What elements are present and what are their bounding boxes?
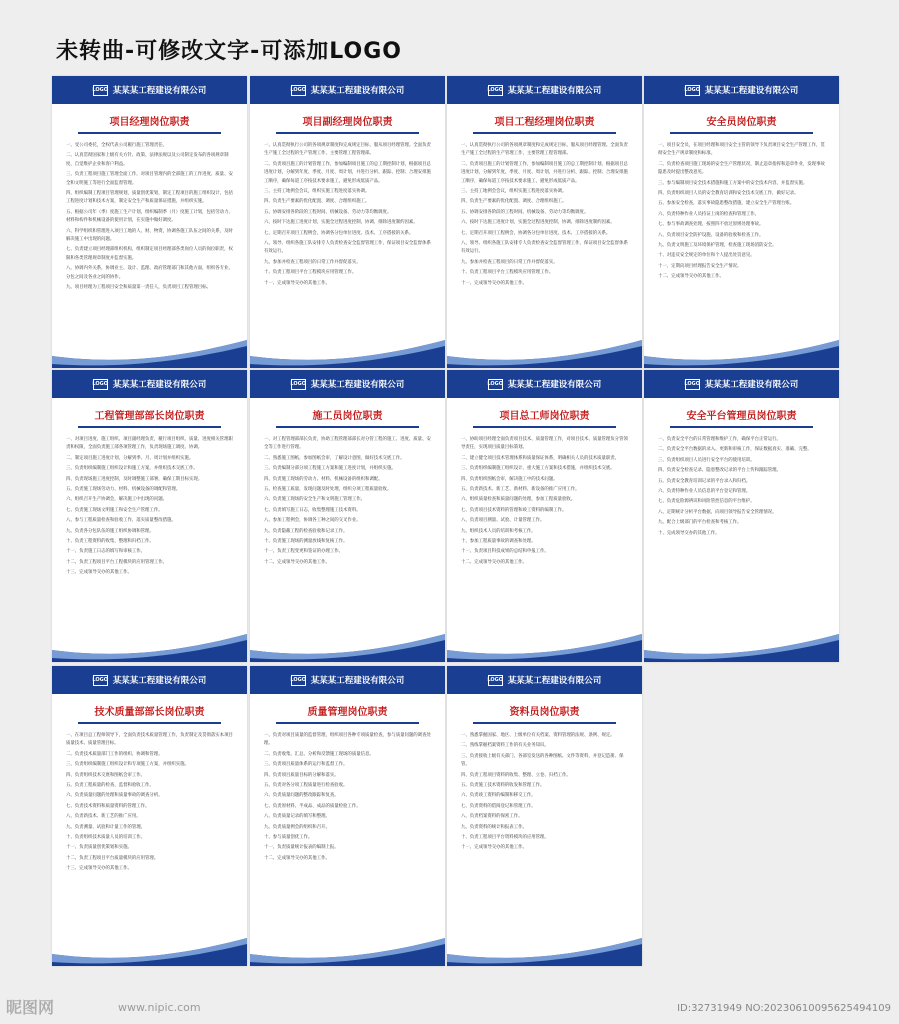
duty-item: 三、负责组织编制施工组织设计和专项施工方案，并组织实施。: [66, 762, 189, 768]
board-title: 项目总工师岗位职责: [499, 411, 590, 422]
duty-item: 六、按时下达施工进度计划，实施全过程进度控制，协调、排除进度制约因素。: [461, 220, 615, 226]
duty-item: 二、负责项目施工的计划管理工作，参加编制项目施工的总工期控制计划，根据项目总进度计划，分解到年度、季度、月度、周计划，并进行分析、跟踪、控制；合理安排施工顺序，确保每道工序按技术要求施工，避免形成低质产品。: [461, 161, 628, 184]
duty-item: 十、参加工程质量事故的调查和处理。: [461, 539, 536, 545]
duty-item: 五、负责施工现场劳动力、材料、机械设备的调配和管理。: [66, 487, 181, 493]
duty-item: 八、负责项目安全防护设施、设备的验收和检查工作。: [658, 232, 764, 238]
duty-item: 八、参与工程质量检查和验收工作，落实质量整改措施。: [66, 518, 176, 524]
duty-item: 六、负责质量问题的处理和质量事故的调查分析。: [66, 793, 163, 799]
duty-item: 三、主持工地例会会议，组织实施工程进度落实协调。: [264, 189, 370, 195]
duty-item: 六、组织质量检查和质量问题的处理，参加工程质量验收。: [461, 497, 576, 503]
duty-item: 九、负责测量、试验和计量工作的管理。: [66, 824, 146, 830]
company-name: 某某某工程建设有限公司: [112, 676, 207, 686]
duty-item: 三、参与编制项目安全技术措施和施工方案中的安全技术内容，并监督实施。: [658, 180, 808, 186]
duty-item: 一、认真贯彻执行公司的各项规章制度和完成规定目标，服从项目经理管理。全面负责生产施工全过程的生产管理工作，主要管理工程管理部。: [264, 143, 431, 157]
duty-item: 二、熟练掌握档案资料工作的有关业务知识。: [461, 743, 549, 749]
duty-item: 九、参加并检查工程项目的日常工作并督促落实。: [264, 259, 361, 265]
duty-item: 一、项目安全员，在项目经理和项目安全主管的领导下负责项目安全生产管理工作，贯彻安全生产规章制度和标准。: [658, 143, 825, 157]
duty-item: 十二、负责工程项目平台工程模块的应用管理工作。: [66, 559, 167, 565]
board-header: [52, 666, 247, 694]
duty-item: 三、负责编制分部分项工程施工方案和施工进度计划，并组织实施。: [264, 466, 396, 472]
duty-item: 十、负责工程项目平台资料模块的应用管理。: [461, 835, 549, 841]
duty-item: 五、协调安排各阶段的工程时间、机械设备、劳动力等均衡调度。: [264, 209, 392, 215]
duty-item: 三、主持工地例会会议，组织实施工程进度落实协调。: [461, 189, 567, 195]
duty-item: 十、完成领导交办的其他工作。: [658, 530, 720, 536]
duty-item: 七、负责项目技术资料的管理和竣工资料的编制工作。: [461, 507, 567, 513]
duty-item: 四、负责现场施工进度控制，及时调整施工部署，确保工期目标实现。: [66, 476, 203, 482]
title-underline: [473, 722, 616, 724]
wave-footer: [644, 628, 839, 662]
wave-footer: [52, 932, 247, 966]
duty-item: 五、负责新技术、新工艺、新材料、新设备的推广应用工作。: [461, 487, 580, 493]
wave-footer: [52, 628, 247, 662]
duty-item: 三、负责组织项目人员进行安全平台的使用培训。: [658, 457, 755, 463]
duty-list: [52, 142, 247, 293]
duty-item: 三、负责接收上级有关部门、各部室发送的各种图纸、文件等资料，并登记造册、保管。: [461, 753, 624, 768]
board-title: 安全员岗位职责: [706, 117, 777, 128]
company-logo-icon: LOGO: [93, 85, 108, 96]
wave-footer: [447, 334, 642, 368]
duty-item: 七、负责危险源辨识和风险管控信息的平台维护。: [658, 499, 755, 505]
duty-item: 三、负责组织编制施工组织设计和施工方案，并组织技术交底工作。: [66, 466, 198, 472]
company-name: 某某某工程建设有限公司: [310, 380, 405, 390]
duty-item: 六、科学组织和管理进入项目工地的人、财、物资，协调各施工队伍之间的关系，及时解决施工中出现的问题。: [66, 228, 233, 243]
duty-item: 二、负责项目施工的计划管理工作，参加编制项目施工的总工期控制计划，根据项目总进度计划，分解到年度、季度、月度、周计划，并进行分析、跟踪、控制；合理安排施工顺序，确保每道工序按技术要求施工，避免形成低质产品。: [264, 161, 431, 184]
board-header: [250, 76, 445, 104]
duty-item: 十、负责工程资料的收集、整理和归档工作。: [66, 539, 154, 545]
duty-item: 十二、完成领导交办的其他工作。: [461, 559, 527, 565]
duty-item: 五、根据公司年（季）度施工生产计划，组织编制季（月）度施工计划，包括劳动力、材料和构件和机械设备的使用计划，在实施中做好调度。: [66, 209, 233, 224]
duty-item: 八、领导、组织各施工队安排专人负责检查安全监督管理工作，保证项目安全监督体系有效运行。: [461, 241, 628, 255]
duty-list: [644, 142, 839, 282]
duty-item: 一、对工程管理部部长负责，协助工程管理部部长对分管工程的施工、进度、质量、安全等工作进行管理。: [264, 437, 431, 451]
company-name: 某某某工程建设有限公司: [507, 86, 602, 96]
duty-item: 四、负责工程项目资料的收集、整理、立卷、归档工作。: [461, 772, 571, 778]
wave-footer: [644, 334, 839, 368]
duty-item: 五、负责工程质量的检查、监督和验收工作。: [66, 783, 154, 789]
board-title: 资料员岗位职责: [509, 707, 580, 718]
responsibility-board: [447, 666, 642, 966]
title-underline: [473, 132, 616, 134]
duty-item: 七、参与事故调查处理，按照四不放过原则处理事故。: [658, 222, 764, 228]
company-logo-icon: LOGO: [291, 85, 306, 96]
duty-list: [447, 732, 642, 853]
duty-item: 十二、完成领导交办的其他工作。: [658, 274, 724, 280]
responsibility-board: [52, 76, 247, 368]
company-logo-icon: LOGO: [488, 379, 503, 390]
duty-item: 一、熟悉掌握国家、地区、上级单位有关档案、资料管理的法规、条例、规定。: [461, 733, 615, 738]
duty-item: 十一、完成领导交办的其他工作。: [264, 280, 330, 286]
duty-item: 八、负责质量记录的填写和整理。: [264, 814, 330, 820]
duty-item: 十三、完成领导交办的其他工作。: [66, 866, 132, 872]
duty-list: [250, 436, 445, 567]
duty-list: [447, 142, 642, 288]
company-logo-icon: LOGO: [93, 379, 108, 390]
board-title: 项目副经理岗位职责: [302, 117, 393, 128]
board-header: [644, 370, 839, 398]
wave-footer: [447, 932, 642, 966]
duty-item: 四、负责生产要素的优化配置、调度、合理组织施工。: [264, 199, 370, 205]
duty-item: 四、负责施工现场的劳动力、材料、机械设备的组织和调配。: [264, 476, 383, 482]
responsibility-board: [447, 370, 642, 662]
duty-list: [52, 436, 247, 578]
board-header: [447, 76, 642, 104]
duty-item: 一、在项目总工程师领导下，全面负责技术质量管理工作，负责制定及贯彻落实本项目质量技术、质量管理目标。: [66, 733, 233, 747]
duty-item: 三、负责组织编制施工组织设计、重大施工方案和技术措施，并组织技术交底。: [461, 466, 615, 472]
duty-item: 十二、完成领导交办的其他工作。: [264, 559, 330, 565]
duty-item: 九、参加并检查工程项目的日常工作并督促落实。: [461, 259, 558, 265]
duty-item: 八、定期统计分析平台数据，向项目领导报告安全管理情况。: [658, 509, 777, 515]
wave-footer: [250, 334, 445, 368]
duty-item: 六、负责施工现场的安全生产和文明施工管理工作。: [264, 497, 365, 503]
duty-item: 九、负责资料的统计和报表工作。: [461, 824, 527, 830]
duty-item: 八、负责档案资料的保密工作。: [461, 814, 523, 820]
duty-item: 七、负责填写施工日志，收集整理施工技术资料。: [264, 507, 361, 513]
responsibility-board: [52, 666, 247, 966]
duty-item: 五、负责对各分项工程质量进行检查验收。: [264, 783, 348, 789]
duty-item: 三、负责工程项目施工管理全面工作，对项目管理内的全部施工的工作进度、质量、安全和文明施工等进行全面监督管理。: [66, 172, 233, 186]
duty-item: 四、负责项目质量目标的分解和落实。: [264, 772, 339, 778]
duty-item: 一、协助项目经理全面负责项目技术、质量管理工作，对项目技术、质量管理负分管领导责任，实现项目质量目标策划。: [461, 437, 628, 451]
watermark-site: www.nipic.com: [118, 1001, 201, 1014]
company-logo-icon: LOGO: [685, 379, 700, 390]
title-underline: [276, 722, 419, 724]
duty-item: 六、按时下达施工进度计划，实施全过程进度控制，协调、排除进度制约因素。: [264, 220, 418, 226]
duty-item: 八、负责新技术、新工艺的推广应用。: [66, 814, 141, 820]
duty-item: 十一、负责施工日志的填写和审核工作。: [66, 549, 146, 555]
board-header: [52, 370, 247, 398]
company-name: 某某某工程建设有限公司: [112, 86, 207, 96]
duty-item: 二、认真贯彻国家和上级有关方针、政策、法律法规以及公司制定发布的各项规章制度，自觉维护企业和客户利益。: [66, 153, 229, 167]
duty-item: 二、负责安全平台数据的录入、更新和审核工作，保证数据真实、准确、完整。: [658, 447, 812, 453]
duty-item: 七、定期召开项目工程例会，协调各分包单位进度、技术、工序搭接的关系。: [264, 230, 414, 236]
duty-item: 九、配合上级部门的平台检查和考核工作。: [658, 520, 742, 526]
responsibility-board: [644, 370, 839, 662]
company-logo-icon: LOGO: [488, 675, 503, 686]
board-title: 项目经理岗位职责: [109, 117, 190, 128]
title-underline: [473, 426, 616, 428]
board-header: [644, 76, 839, 104]
duty-item: 十一、负责工程变更和签证的办理工作。: [264, 549, 344, 555]
responsibility-board: [250, 370, 445, 662]
duty-list: [644, 436, 839, 538]
responsibility-board: [250, 76, 445, 368]
duty-item: 十、负责施工现场的测量放线和复核工作。: [264, 539, 348, 545]
duty-list: [52, 732, 247, 874]
company-name: 某某某工程建设有限公司: [112, 380, 207, 390]
duty-item: 六、负责特种作业人员信息的平台登记和管理。: [658, 489, 751, 495]
company-logo-icon: LOGO: [488, 85, 503, 96]
wave-footer: [447, 628, 642, 662]
duty-item: 二、负责技术质量部门工作的组织、协调和管理。: [66, 751, 163, 757]
duty-item: 九、负责文明施工及环境保护管理，检查施工现场消防安全。: [658, 243, 777, 249]
duty-item: 十一、负责项目科技成果的总结和申报工作。: [461, 549, 549, 555]
duty-item: 十一、完成领导交办的其他工作。: [461, 280, 527, 286]
responsibility-board: [447, 76, 642, 368]
company-logo-icon: LOGO: [685, 85, 700, 96]
board-title: 项目工程经理岗位职责: [494, 117, 595, 128]
title-underline: [78, 132, 221, 134]
duty-item: 十二、负责工程项目平台质量模块的应用管理。: [66, 855, 159, 861]
board-title: 工程管理部部长岗位职责: [94, 411, 205, 422]
company-name: 某某某工程建设有限公司: [704, 86, 799, 96]
board-title: 施工员岗位职责: [312, 411, 383, 422]
duty-item: 八、领导、组织各施工队安排专人负责检查安全监督管理工作，保证项目安全监督体系有效运行。: [264, 241, 431, 255]
duty-item: 四、组织编制工程项目管理规划，质量创优策划，制定工程项目的施工组织设计，包括工程进度计划和技术方案，制定安全生产和质量保证措施，并组织实施。: [66, 191, 233, 205]
page-title: 未转曲-可修改文字-可添加LOGO: [56, 39, 402, 64]
board-header: [250, 666, 445, 694]
board-title: 安全平台管理员岗位职责: [686, 411, 797, 422]
title-underline: [276, 426, 419, 428]
duty-item: 十、负责工程项目平台工程模块应用管理工作。: [461, 270, 554, 276]
wave-footer: [250, 932, 445, 966]
wave-footer: [250, 628, 445, 662]
title-underline: [670, 132, 813, 134]
duty-item: 六、负责质量问题的整改跟踪和复查。: [264, 793, 339, 799]
board-header: [250, 370, 445, 398]
company-logo-icon: LOGO: [93, 675, 108, 686]
duty-list: [447, 436, 642, 567]
duty-item: 六、负责竣工资料的编制和移交工作。: [461, 793, 536, 799]
responsibility-board: [644, 76, 839, 368]
duty-list: [250, 142, 445, 288]
duty-item: 五、负责施工技术资料的收发和管理工作。: [461, 783, 545, 789]
duty-item: 七、负责资料的借阅登记和管理工作。: [461, 803, 536, 809]
title-underline: [78, 426, 221, 428]
duty-item: 九、项目经理为工程项目安全和质量第一责任人，负责项目工程管理目标。: [66, 285, 211, 291]
title-underline: [78, 722, 221, 724]
duty-item: 八、参加工程例会，协调各工种之间的交叉作业。: [264, 518, 361, 524]
duty-item: 四、负责生产要素的优化配置、调度、合理组织施工。: [461, 199, 567, 205]
board-header: [447, 370, 642, 398]
duty-item: 十、负责工程项目平台工程模块应用管理工作。: [264, 270, 357, 276]
duty-item: 七、负责施工现场文明施工和安全生产管理工作。: [66, 507, 163, 513]
duty-item: 六、负责特种作业人员持证上岗的检查和管理工作。: [658, 211, 759, 217]
title-underline: [276, 132, 419, 134]
company-name: 某某某工程建设有限公司: [704, 380, 799, 390]
board-title: 技术质量部部长岗位职责: [94, 707, 205, 718]
duty-item: 九、负责各分包队伍的施工组织协调和管理。: [66, 528, 154, 534]
duty-item: 十、对违反安全规定的单位和个人提出处罚意见。: [658, 253, 755, 259]
duty-item: 十、负责组织技术质量人员的培训工作。: [66, 835, 146, 841]
company-logo-icon: LOGO: [291, 379, 306, 390]
duty-item: 五、检查施工质量，发现问题及时处理，组织分项工程质量验收。: [264, 487, 392, 493]
title-underline: [670, 426, 813, 428]
duty-item: 四、负责组织项目人员的安全教育培训和安全技术交底工作，做好记录。: [658, 191, 799, 197]
duty-item: 二、负责检查项目施工现场的安全生产管理状况，制止违章指挥和违章作业，发现事故隐患及时提出整改意见。: [658, 161, 825, 176]
duty-item: 十二、完成领导交办的其他工作。: [264, 855, 330, 861]
duty-item: 七、负责原材料、半成品、成品的质量检验工作。: [264, 803, 361, 809]
board-header: [52, 76, 247, 104]
wave-footer: [52, 334, 247, 368]
duty-item: 一、对项目进度、施工组织、项目副经理负责，履行项目组织、质量、进度相关管理职责和权限，全面负责施工部各项管理工作，负责现场施工调度、协调。: [66, 437, 233, 451]
duty-item: 三、负责项目质量体系的运行和监督工作。: [264, 762, 348, 768]
company-name: 某某某工程建设有限公司: [310, 86, 405, 96]
duty-item: 一、受公司委托，全权代表公司履行施工管理责任。: [66, 143, 167, 148]
duty-item: 一、负责对项目质量的监督管理，组织项目各种专项质量检查，参与质量问题的调查处理。: [264, 733, 431, 747]
duty-item: 九、负责质量例会的组织和召开。: [264, 824, 330, 830]
duty-list: [250, 732, 445, 863]
duty-item: 十、参与质量创优工作。: [264, 835, 313, 841]
duty-item: 十一、负责质量统计报表的编制上报。: [264, 845, 339, 851]
duty-item: 七、负责建立项目经理部组织机构，组织制定项目经理部各类岗位人员的岗位职责，权限和各类管理规章制度并监督实施。: [66, 247, 233, 261]
duty-item: 九、负责隐蔽工程的检查验收和记录工作。: [264, 528, 348, 534]
duty-item: 八、负责项目测量、试验、计量管理工作。: [461, 518, 545, 524]
duty-item: 五、协调安排各阶段的工程时间、机械设备、劳动力等均衡调度。: [461, 209, 589, 215]
duty-item: 二、负责收集、汇总、分析和反馈施工现场的质量信息。: [264, 751, 374, 757]
company-logo-icon: LOGO: [291, 675, 306, 686]
duty-item: 一、认真贯彻执行公司的各项规章制度和完成规定目标，服从项目经理管理。全面负责生产施工全过程的生产管理工作，主要管理工程管理部。: [461, 143, 628, 157]
duty-item: 四、负责安全检查记录、隐患整改记录的平台上传和跟踪管理。: [658, 468, 781, 474]
duty-item: 十一、定期向项目经理报告安全生产情况。: [658, 263, 742, 269]
company-name: 某某某工程建设有限公司: [507, 676, 602, 686]
duty-item: 一、负责安全平台的日常管理和维护工作，确保平台正常运行。: [658, 437, 781, 442]
company-name: 某某某工程建设有限公司: [507, 380, 602, 390]
watermark-logo: 昵图网: [6, 998, 55, 1017]
duty-item: 十三、完成领导交办的其他工作。: [66, 570, 132, 576]
duty-item: 七、负责技术资料和质量资料的管理工作。: [66, 803, 150, 809]
responsibility-board: [250, 666, 445, 966]
duty-item: 四、负责组织图纸会审，解决施工中的技术问题。: [461, 476, 558, 482]
responsibility-board: [52, 370, 247, 662]
duty-item: 六、组织召开生产协调会，解决施工中出现的问题。: [66, 497, 167, 503]
board-title: 质量管理岗位职责: [307, 707, 388, 718]
board-header: [447, 666, 642, 694]
duty-item: 七、定期召开项目工程例会，协调各分包单位进度、技术、工序搭接的关系。: [461, 230, 611, 236]
duty-item: 五、参加安全检查，落实事故隐患整改措施，建立安全生产管理台账。: [658, 201, 795, 207]
duty-item: 二、建立健全项目技术管理体系和质量保证体系，明确相关人员的技术质量职责。: [461, 455, 620, 461]
duty-item: 十一、完成领导交办的其他工作。: [461, 845, 527, 851]
watermark-id: ID:32731949 NO:20230610095625494109: [677, 1003, 891, 1014]
duty-item: 十一、负责质量创优策划和实施。: [66, 845, 132, 851]
duty-item: 四、负责组织技术交底和图纸会审工作。: [66, 772, 146, 778]
duty-item: 九、组织技术人员的培训和考核工作。: [461, 528, 536, 534]
duty-item: 二、制定项目施工进度计划，分解到季、月、周计划并组织实施。: [66, 455, 194, 461]
duty-item: 八、协调内外关系，协调业主、设计、监理、政府管理部门和其他方面，组织各专业、分包之间及各业之间的协作。: [66, 266, 233, 280]
duty-item: 五、负责安全教育培训记录的平台录入和归档。: [658, 478, 751, 484]
duty-item: 二、熟悉施工图纸，参加图纸会审，了解设计意图，做好技术交底工作。: [264, 455, 405, 461]
company-name: 某某某工程建设有限公司: [310, 676, 405, 686]
